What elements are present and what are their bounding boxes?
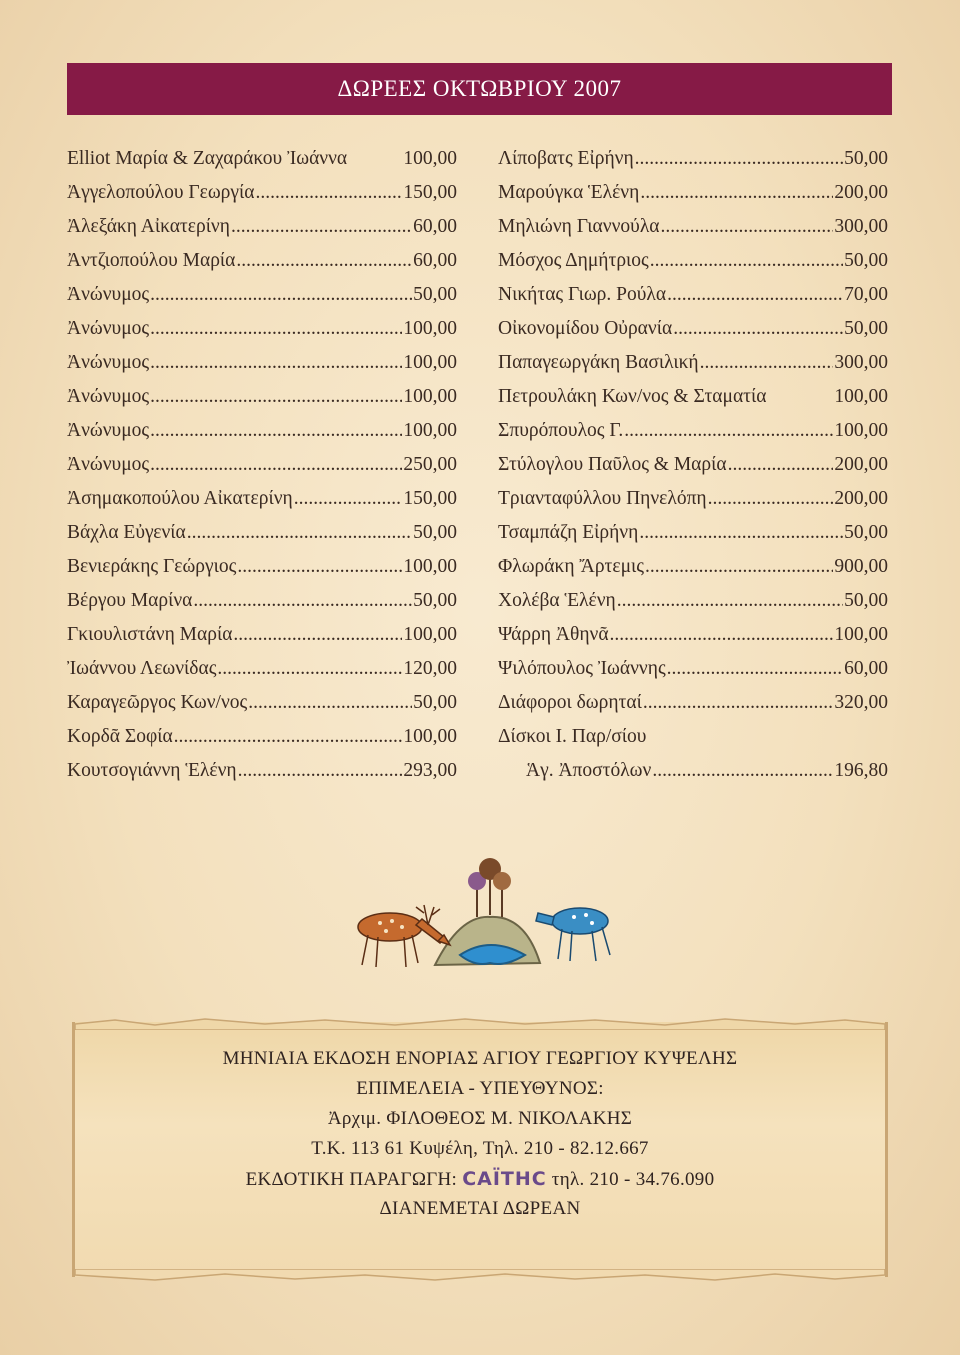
production-label: ΕΚΔΟΤΙΚΗ ΠΑΡΑΓΩΓΗ: (245, 1169, 458, 1190)
leader-dots (667, 284, 843, 306)
donation-amount: 300,00 (834, 352, 888, 373)
donation-row (498, 420, 888, 454)
leader-dots (237, 556, 402, 578)
leader-dots (231, 216, 412, 238)
donor-name: Κουτσογιάννη Ἑλένη (67, 760, 237, 781)
leader-dots (650, 250, 843, 272)
donation-amount: 320,00 (834, 692, 888, 713)
donor-name: Γκιουλιστάνη Μαρία (67, 624, 233, 645)
donation-amount: 100,00 (403, 318, 457, 339)
donation-amount: 900,00 (834, 556, 888, 577)
donation-row (498, 692, 888, 726)
donor-name: Ἀνώνυμος (67, 420, 150, 441)
donation-amount: 200,00 (834, 182, 888, 203)
donor-name: Νικήτας Γιωρ. Ρούλα (498, 284, 667, 305)
donor-name: Παπαγεωργάκη Βασιλική (498, 352, 699, 373)
leader-dots (238, 760, 403, 782)
donation-row (67, 454, 457, 488)
donation-amount: 100,00 (403, 386, 457, 407)
donation-amount: 200,00 (834, 488, 888, 509)
publisher-logo: CAÏTHC (462, 1168, 547, 1190)
donation-amount: 100,00 (403, 148, 457, 169)
donation-row (67, 284, 457, 318)
donor-name: Ψιλόπουλος Ἰωάννης (498, 658, 666, 679)
leader-dots (610, 624, 834, 646)
leader-dots (150, 386, 402, 408)
donor-name: Ἀνώνυμος (67, 352, 150, 373)
donor-name: Τσαμπάζη Εἰρήνη (498, 522, 639, 543)
deer-and-spring-illustration-icon (340, 855, 630, 990)
donation-row (67, 386, 457, 420)
donor-name: Λίποβατς Εἰρήνη (498, 148, 634, 169)
donation-row (67, 250, 457, 284)
publication-line-6: ΔΙΑΝΕΜΕΤΑΙ ΔΩΡΕΑΝ (379, 1198, 581, 1219)
donor-name: Διάφοροι δωρηταί (498, 692, 642, 713)
donation-row (67, 488, 457, 522)
donor-name: Ἀνώνυμος (67, 454, 150, 475)
donor-name: Χολέβα Ἑλένη (498, 590, 616, 611)
donor-name: Ἀντζιοπούλου Μαρία (67, 250, 236, 271)
donation-row (498, 726, 888, 760)
leader-dots (150, 284, 412, 306)
donation-row (498, 522, 888, 556)
leader-dots (617, 590, 843, 612)
leader-dots (150, 420, 402, 442)
donor-name: Τριανταφύλλου Πηνελόπη (498, 488, 707, 509)
donation-amount: 50,00 (413, 692, 457, 713)
donation-amount: 300,00 (834, 216, 888, 237)
donor-name: Ἀλεξάκη Αἰκατερίνη (67, 216, 230, 237)
donor-name: Καραγεῶργος Κων/νος (67, 692, 248, 713)
donation-row (498, 454, 888, 488)
leader-dots (639, 522, 843, 544)
donation-row (67, 590, 457, 624)
leader-dots (174, 726, 403, 748)
donor-name: Οἰκονομίδου Οὐρανία (498, 318, 673, 339)
donation-row (498, 488, 888, 522)
donation-row (498, 556, 888, 590)
donation-row (498, 284, 888, 318)
donor-name: Μόσχος Δημήτριος (498, 250, 649, 271)
publication-line-5 (75, 1164, 885, 1194)
leader-dots (635, 148, 843, 170)
publication-line-4: Τ.Κ. 113 61 Κυψέλη, Τηλ. 210 - 82.12.667 (311, 1138, 649, 1159)
donation-row (498, 318, 888, 352)
donation-row (498, 216, 888, 250)
page-title: ΔΩΡΕΕΣ ΟΚΤΩΒΡΙΟΥ 2007 (337, 76, 622, 101)
leader-dots (294, 488, 403, 510)
donation-row (67, 216, 457, 250)
publication-info-scroll (72, 1022, 888, 1277)
donation-row (67, 420, 457, 454)
donor-name: Ψάρρη Ἀθηνᾶ (498, 624, 609, 645)
donations-right-column (498, 148, 888, 794)
donation-row (498, 182, 888, 216)
donation-row (67, 352, 457, 386)
donation-amount: 60,00 (413, 250, 457, 271)
donation-row (498, 386, 888, 420)
donation-row (67, 556, 457, 590)
publication-line-3: Ἀρχιμ. ΦΙΛΟΘΕΟΣ Μ. ΝΙΚΟΛΑΚΗΣ (327, 1108, 633, 1129)
donation-row (498, 148, 888, 182)
leader-dots (652, 760, 833, 782)
donation-row (67, 760, 457, 794)
leader-dots (700, 352, 834, 374)
leader-dots (150, 352, 402, 374)
production-phone: τηλ. 210 - 34.76.090 (551, 1169, 715, 1190)
leader-dots (236, 250, 412, 272)
leader-dots (248, 692, 412, 714)
donation-amount: 100,00 (403, 420, 457, 441)
donation-amount: 100,00 (403, 726, 457, 747)
leader-dots (217, 658, 402, 680)
donation-amount: 196,80 (834, 760, 888, 781)
donation-amount: 50,00 (413, 590, 457, 611)
donor-name: Φλωράκη Ἄρτεμις (498, 556, 644, 577)
donor-name: Στύλογλου Παῦλος & Μαρία (498, 454, 727, 475)
leader-dots (660, 216, 833, 238)
scroll-bottom-edge-icon (75, 1269, 885, 1283)
donor-name: Ἁγ. Ἀποστόλων (526, 760, 652, 781)
donation-amount: 60,00 (844, 658, 888, 679)
donation-row (67, 692, 457, 726)
donor-name: Ἀνώνυμος (67, 318, 150, 339)
donation-row (67, 522, 457, 556)
leader-dots (624, 420, 833, 442)
donation-amount: 120,00 (403, 658, 457, 679)
donation-amount: 100,00 (403, 556, 457, 577)
donor-name: Πετρουλάκη Κων/νος & Σταματία (498, 386, 767, 407)
donation-row (498, 352, 888, 386)
donation-amount: 100,00 (403, 624, 457, 645)
donation-amount: 50,00 (844, 522, 888, 543)
donor-name: Σπυρόπουλος Γ. (498, 420, 624, 441)
publication-line-1: ΜΗΝΙΑΙΑ ΕΚΔΟΣΗ ΕΝΟΡΙΑΣ ΑΓΙΟΥ ΓΕΩΡΓΙΟΥ ΚΥΨΕΛΗΣ (222, 1048, 738, 1069)
leader-dots (667, 658, 843, 680)
donation-amount: 293,00 (403, 760, 457, 781)
donor-name: Μηλιώνη Γιαννούλα (498, 216, 660, 237)
donor-name: Κορδᾶ Σοφία (67, 726, 173, 747)
leader-dots (150, 454, 402, 476)
leader-dots (187, 522, 412, 544)
donor-name: Ἀγγελοπούλου Γεωργία (67, 182, 255, 203)
donation-amount: 50,00 (844, 318, 888, 339)
scroll-top-edge-icon (75, 1016, 885, 1030)
leader-dots (728, 454, 834, 476)
leader-dots (193, 590, 412, 612)
donation-amount: 50,00 (413, 522, 457, 543)
donation-amount: 100,00 (403, 352, 457, 373)
donation-row (67, 318, 457, 352)
publication-info (75, 1044, 885, 1224)
donation-amount: 200,00 (834, 454, 888, 475)
donation-row (498, 760, 888, 794)
donor-name: Elliot Μαρία & Ζαχαράκου Ἰωάννα (67, 148, 348, 169)
donation-row (67, 624, 457, 658)
donation-row (67, 726, 457, 760)
donation-row (498, 250, 888, 284)
donation-amount: 50,00 (844, 148, 888, 169)
donor-name: Βέργου Μαρίνα (67, 590, 193, 611)
donor-name: Βενιεράκης Γεώργιος (67, 556, 237, 577)
leader-dots (255, 182, 402, 204)
donation-row (498, 658, 888, 692)
donation-amount: 150,00 (403, 488, 457, 509)
donor-name: Μαρούγκα Ἑλένη (498, 182, 640, 203)
donation-amount: 250,00 (403, 454, 457, 475)
leader-dots (150, 318, 402, 340)
title-banner (67, 63, 892, 115)
donation-amount: 60,00 (413, 216, 457, 237)
leader-dots (673, 318, 843, 340)
donation-row (498, 624, 888, 658)
donor-name: Ἰωάννου Λεωνίδας (67, 658, 217, 679)
donor-name: Ἀνώνυμος (67, 386, 150, 407)
donation-amount: 50,00 (413, 284, 457, 305)
donor-name: Ἀσημακοπούλου Αἰκατερίνη (67, 488, 293, 509)
donations-left-column (67, 148, 457, 794)
leader-dots (233, 624, 402, 646)
donation-amount: 150,00 (403, 182, 457, 203)
donation-row (67, 148, 457, 182)
leader-dots (643, 692, 834, 714)
donation-amount: 100,00 (834, 624, 888, 645)
publication-line-2: ΕΠΙΜΕΛΕΙΑ - ΥΠΕΥΘΥΝΟΣ: (356, 1078, 604, 1099)
donor-name: Βάχλα Εὐγενία (67, 522, 186, 543)
donation-amount: 50,00 (844, 590, 888, 611)
leader-dots (640, 182, 833, 204)
donor-name: Δίσκοι Ι. Παρ/σίου (498, 726, 647, 747)
leader-dots (708, 488, 834, 510)
donation-row (67, 182, 457, 216)
leader-dots (645, 556, 833, 578)
donation-amount: 100,00 (834, 386, 888, 407)
donation-amount: 100,00 (834, 420, 888, 441)
donation-amount: 70,00 (844, 284, 888, 305)
donor-name: Ἀνώνυμος (67, 284, 150, 305)
donation-row (67, 658, 457, 692)
donation-amount: 50,00 (844, 250, 888, 271)
donation-row (498, 590, 888, 624)
